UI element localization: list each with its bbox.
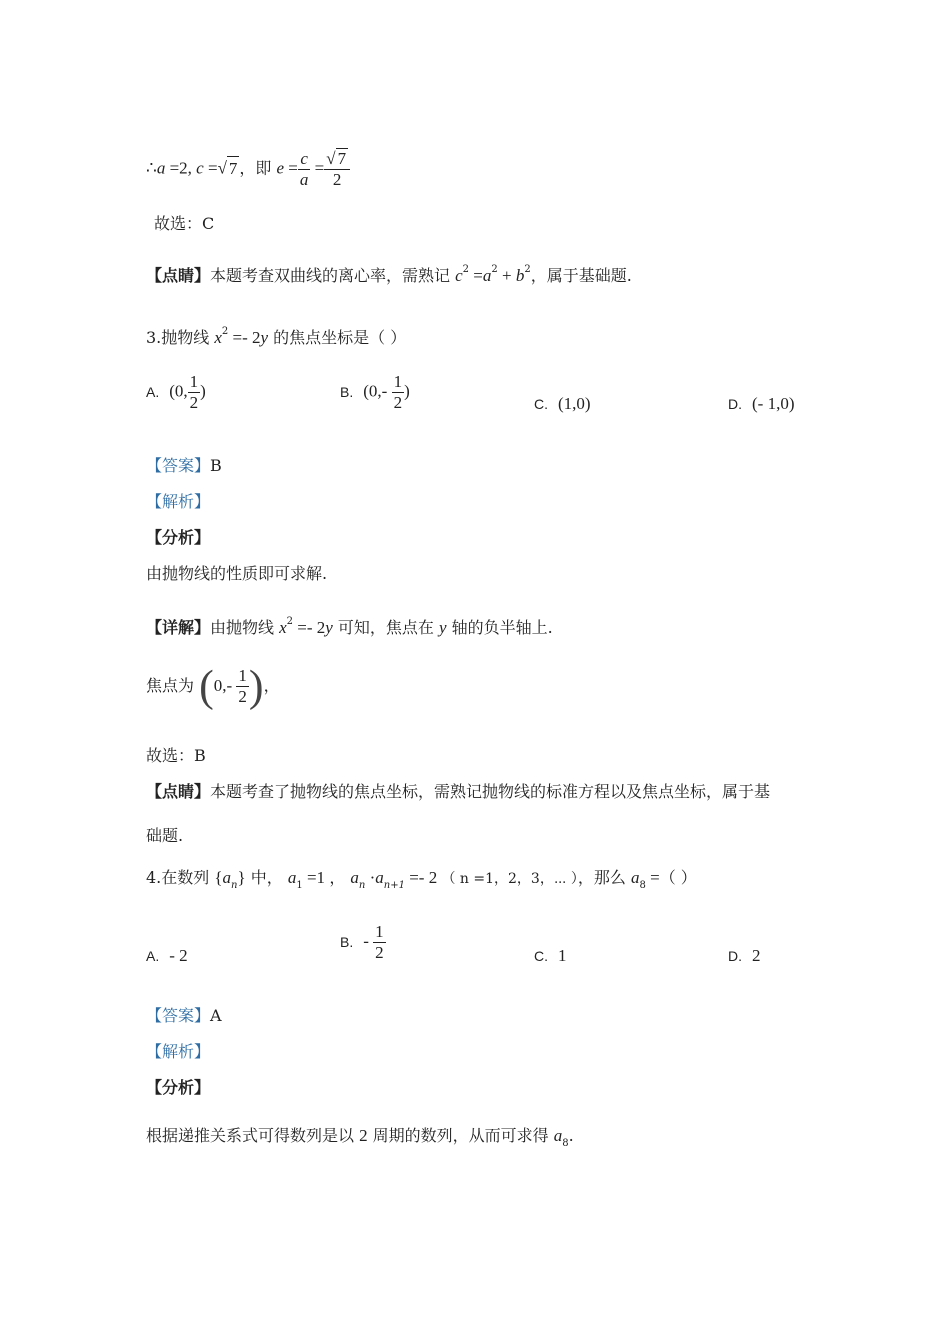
note-line-1: 【点睛】本题考查双曲线的离心率，需熟记 $c^2 =a^2 + b^2$，属于基础题. xyxy=(146,264,632,285)
fenxi-tag-q4: 【分析】 xyxy=(146,1078,211,1097)
fenxi-text-q4: 根据递推关系式可得数列是以 2 周期的数列，从而可求得 $a_8$. xyxy=(146,1126,574,1149)
option-b-q3: B. (0,- $\frac{1}{2}$ ) xyxy=(340,372,410,412)
note-line-q3-cont: 础题. xyxy=(146,826,184,845)
option-c-q4: C. 1 xyxy=(534,946,567,965)
analysis-tag-q4: 【解析】 xyxy=(146,1042,211,1061)
option-d-q3: D. (- 1,0) xyxy=(728,394,795,413)
detail-line-q3: 【详解】由抛物线 $x^2 =- 2y$ 可知，焦点在 y 轴的负半轴上. xyxy=(146,616,553,637)
choice-line-q3: 故选：B xyxy=(146,746,206,765)
fenxi-tag-q3: 【分析】 xyxy=(146,528,211,547)
option-a-q4: A. - 2 xyxy=(146,946,188,965)
option-d-q4: D. 2 xyxy=(728,946,761,965)
analysis-tag-q3: 【解析】 xyxy=(146,492,211,511)
fenxi-text-q3: 由抛物线的性质即可求解. xyxy=(146,564,328,583)
option-a-q3: A. (0, $\frac{1}{2}$ ) xyxy=(146,372,206,412)
question-4: 4.在数列 $\{a_n\}$ 中， $a_1 =1$ ， $a_n \cdot a_{n+1} =- 2$ （ n =1，2，3，⋯ ），那么 $a_8$ =（ ） xyxy=(146,868,697,891)
answer-choice-line: 故选：C xyxy=(154,214,215,233)
question-3: 3.抛物线 $x^2 =- 2y$ 的焦点坐标是（ ） xyxy=(146,326,407,347)
answer-tag-q4: 【答案】A xyxy=(146,1006,222,1025)
solution-line-1: ∴a =2, c =√ 7 ，即 e = $\frac{c}{a}$ = $\frac{√ 7}{2}$ xyxy=(146,148,350,190)
option-b-q4: B. - $\frac{1}{2}$ xyxy=(340,922,384,962)
note-line-q3: 【点睛】本题考查了抛物线的焦点坐标，需熟记抛物线的标准方程以及焦点坐标，属于基 xyxy=(146,782,771,801)
option-c-q3: C. (1,0) xyxy=(534,394,591,413)
answer-tag-q3: 【答案】B xyxy=(146,456,222,475)
focus-line-q3: 焦点为 (0,- $\frac{1}{2}$ )， xyxy=(146,661,280,711)
